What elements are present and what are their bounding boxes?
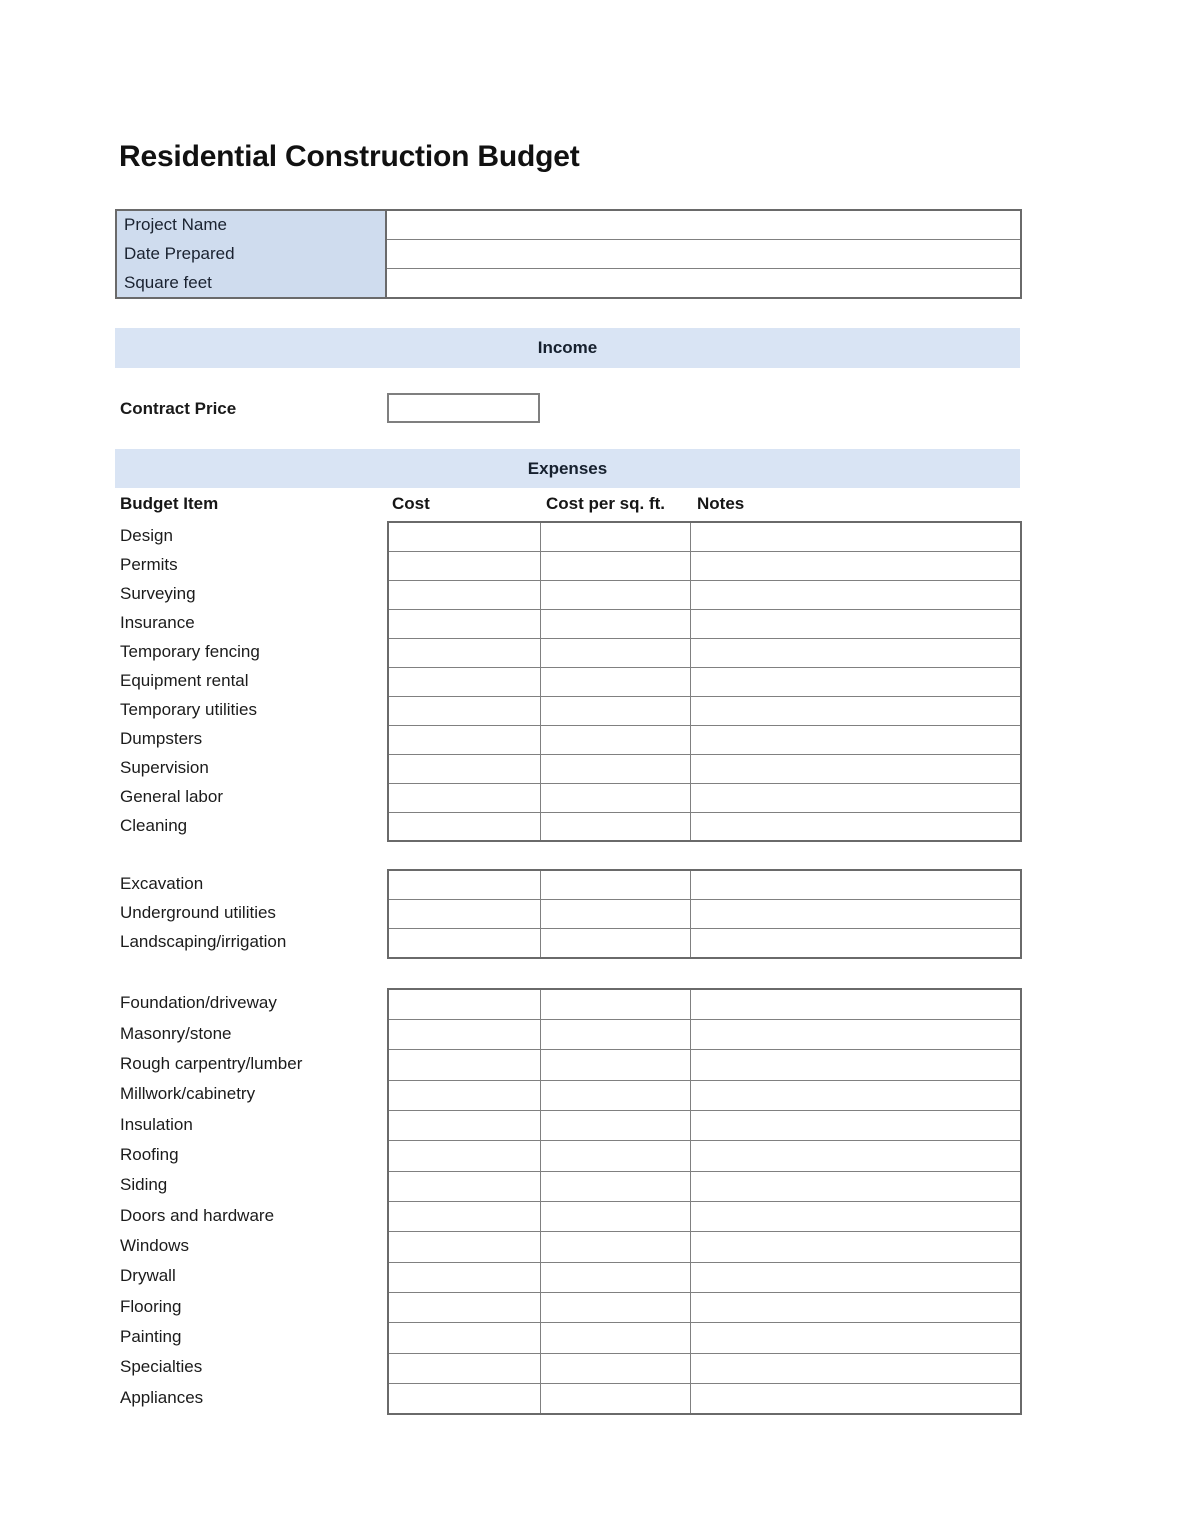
project-info-values bbox=[387, 211, 1020, 297]
expense-row bbox=[388, 522, 1021, 551]
notes-cell[interactable] bbox=[690, 1110, 1021, 1140]
cost-per-sqft-cell[interactable] bbox=[540, 1110, 690, 1140]
budget-item-label: Roofing bbox=[120, 1144, 179, 1164]
column-header-cost-per-sqft: Cost per sq. ft. bbox=[546, 494, 666, 513]
cost-per-sqft-cell[interactable] bbox=[540, 1019, 690, 1049]
expense-row bbox=[388, 1019, 1021, 1049]
expense-row bbox=[388, 783, 1021, 812]
cost-cell[interactable] bbox=[388, 667, 540, 696]
budget-item-label: Masonry/stone bbox=[120, 1023, 232, 1043]
notes-cell[interactable] bbox=[690, 667, 1021, 696]
budget-item-list-group3 bbox=[120, 988, 380, 1413]
expense-grid-group1 bbox=[387, 521, 1022, 842]
cost-cell[interactable] bbox=[388, 1262, 540, 1292]
cost-cell[interactable] bbox=[388, 522, 540, 551]
notes-cell[interactable] bbox=[690, 1141, 1021, 1171]
cost-per-sqft-cell[interactable] bbox=[540, 667, 690, 696]
cost-cell[interactable] bbox=[388, 1292, 540, 1322]
budget-item-label: Flooring bbox=[120, 1296, 182, 1316]
budget-item-label: Excavation bbox=[120, 873, 204, 893]
cost-cell[interactable] bbox=[388, 1080, 540, 1110]
cost-cell[interactable] bbox=[388, 638, 540, 667]
expense-row bbox=[388, 812, 1021, 841]
cost-per-sqft-cell[interactable] bbox=[540, 1262, 690, 1292]
cost-per-sqft-cell[interactable] bbox=[540, 812, 690, 841]
budget-item-label: Cleaning bbox=[120, 815, 188, 835]
notes-cell[interactable] bbox=[690, 580, 1021, 609]
budget-item-label: Temporary utilities bbox=[120, 699, 257, 719]
budget-item-label: Surveying bbox=[120, 583, 196, 603]
notes-cell[interactable] bbox=[690, 1262, 1021, 1292]
cost-cell[interactable] bbox=[388, 812, 540, 841]
page-title: Residential Construction Budget bbox=[119, 140, 580, 173]
expenses-section-header: Expenses bbox=[115, 449, 1020, 488]
cost-per-sqft-cell[interactable] bbox=[540, 989, 690, 1019]
expense-row bbox=[388, 1383, 1021, 1413]
cost-per-sqft-cell[interactable] bbox=[540, 870, 690, 899]
cost-per-sqft-cell[interactable] bbox=[540, 929, 690, 958]
expense-row bbox=[388, 1201, 1021, 1231]
budget-item-label: Windows bbox=[120, 1235, 189, 1255]
cost-per-sqft-cell[interactable] bbox=[540, 1080, 690, 1110]
project-info-table bbox=[115, 209, 1022, 299]
notes-cell[interactable] bbox=[690, 783, 1021, 812]
notes-cell[interactable] bbox=[690, 1383, 1021, 1413]
cost-cell[interactable] bbox=[388, 783, 540, 812]
budget-item-label: Supervision bbox=[120, 757, 209, 777]
cost-cell[interactable] bbox=[388, 899, 540, 928]
cost-per-sqft-cell[interactable] bbox=[540, 783, 690, 812]
notes-cell[interactable] bbox=[690, 1171, 1021, 1201]
budget-item-label: Rough carpentry/lumber bbox=[120, 1053, 303, 1073]
cost-cell[interactable] bbox=[388, 1141, 540, 1171]
notes-cell[interactable] bbox=[690, 1019, 1021, 1049]
expense-row bbox=[388, 551, 1021, 580]
expense-row bbox=[388, 667, 1021, 696]
budget-item-label: Permits bbox=[120, 554, 178, 574]
budget-item-label: Underground utilities bbox=[120, 902, 276, 922]
expense-row bbox=[388, 580, 1021, 609]
project-info-label: Project Name bbox=[124, 215, 227, 235]
cost-cell[interactable] bbox=[388, 551, 540, 580]
notes-cell[interactable] bbox=[690, 696, 1021, 725]
expense-row bbox=[388, 1050, 1021, 1080]
budget-item-label: Insurance bbox=[120, 612, 195, 632]
notes-cell[interactable] bbox=[690, 725, 1021, 754]
expense-row bbox=[388, 870, 1021, 899]
cost-per-sqft-cell[interactable] bbox=[540, 1232, 690, 1262]
budget-item-label: Doors and hardware bbox=[120, 1205, 275, 1225]
notes-cell[interactable] bbox=[690, 551, 1021, 580]
project-info-label: Date Prepared bbox=[124, 244, 235, 263]
project-info-labels bbox=[117, 211, 387, 297]
notes-cell[interactable] bbox=[690, 989, 1021, 1019]
cost-cell[interactable] bbox=[388, 696, 540, 725]
expense-row bbox=[388, 1353, 1021, 1383]
cost-per-sqft-cell[interactable] bbox=[540, 1292, 690, 1322]
contract-price-input[interactable] bbox=[387, 393, 540, 423]
notes-cell[interactable] bbox=[690, 929, 1021, 958]
column-header-notes: Notes bbox=[697, 494, 745, 513]
cost-cell[interactable] bbox=[388, 1323, 540, 1353]
budget-item-label: Appliances bbox=[120, 1387, 204, 1407]
project-info-value-cell[interactable] bbox=[387, 211, 1020, 240]
cost-cell[interactable] bbox=[388, 989, 540, 1019]
cost-per-sqft-cell[interactable] bbox=[540, 1201, 690, 1231]
cost-cell[interactable] bbox=[388, 754, 540, 783]
cost-per-sqft-cell[interactable] bbox=[540, 1353, 690, 1383]
cost-per-sqft-cell[interactable] bbox=[540, 1323, 690, 1353]
expense-row bbox=[388, 725, 1021, 754]
cost-per-sqft-cell[interactable] bbox=[540, 1050, 690, 1080]
expense-row bbox=[388, 609, 1021, 638]
expense-row bbox=[388, 1080, 1021, 1110]
cost-per-sqft-cell[interactable] bbox=[540, 696, 690, 725]
expense-grid-group2 bbox=[387, 869, 1022, 959]
budget-item-label: Painting bbox=[120, 1326, 182, 1346]
notes-cell[interactable] bbox=[690, 638, 1021, 667]
budget-item-label: Insulation bbox=[120, 1114, 193, 1134]
contract-price-label: Contract Price bbox=[120, 399, 237, 418]
budget-item-label: Equipment rental bbox=[120, 670, 249, 690]
cost-per-sqft-cell[interactable] bbox=[540, 754, 690, 783]
expense-row bbox=[388, 1323, 1021, 1353]
budget-item-label: Foundation/driveway bbox=[120, 993, 277, 1013]
column-header-cost: Cost bbox=[392, 494, 430, 513]
notes-cell[interactable] bbox=[690, 1080, 1021, 1110]
cost-per-sqft-cell[interactable] bbox=[540, 522, 690, 551]
notes-cell[interactable] bbox=[690, 812, 1021, 841]
expense-row bbox=[388, 1232, 1021, 1262]
expense-row bbox=[388, 1110, 1021, 1140]
cost-per-sqft-cell[interactable] bbox=[540, 609, 690, 638]
expense-row bbox=[388, 1292, 1021, 1322]
cost-cell[interactable] bbox=[388, 1019, 540, 1049]
cost-per-sqft-cell[interactable] bbox=[540, 551, 690, 580]
expense-row bbox=[388, 638, 1021, 667]
cost-per-sqft-cell[interactable] bbox=[540, 1141, 690, 1171]
budget-item-label: General labor bbox=[120, 786, 224, 806]
column-header-budget-item: Budget Item bbox=[120, 494, 219, 513]
cost-cell[interactable] bbox=[388, 929, 540, 958]
budget-item-list-group2 bbox=[120, 869, 380, 957]
cost-per-sqft-cell[interactable] bbox=[540, 1171, 690, 1201]
budget-item-label: Landscaping/irrigation bbox=[120, 932, 287, 952]
budget-item-list-group1 bbox=[120, 521, 380, 840]
cost-per-sqft-cell[interactable] bbox=[540, 638, 690, 667]
expense-row bbox=[388, 1262, 1021, 1292]
expense-grid-group3 bbox=[387, 988, 1022, 1415]
notes-cell[interactable] bbox=[690, 1292, 1021, 1322]
project-info-value-cell[interactable] bbox=[387, 240, 1020, 269]
budget-item-label: Dumpsters bbox=[120, 728, 203, 748]
notes-cell[interactable] bbox=[690, 870, 1021, 899]
cost-cell[interactable] bbox=[388, 609, 540, 638]
expense-row bbox=[388, 989, 1021, 1019]
budget-item-label: Specialties bbox=[120, 1357, 203, 1377]
cost-per-sqft-cell[interactable] bbox=[540, 580, 690, 609]
notes-cell[interactable] bbox=[690, 1323, 1021, 1353]
cost-cell[interactable] bbox=[388, 870, 540, 899]
notes-cell[interactable] bbox=[690, 609, 1021, 638]
cost-per-sqft-cell[interactable] bbox=[540, 725, 690, 754]
notes-cell[interactable] bbox=[690, 1232, 1021, 1262]
cost-cell[interactable] bbox=[388, 1110, 540, 1140]
notes-cell[interactable] bbox=[690, 1201, 1021, 1231]
expense-row bbox=[388, 1141, 1021, 1171]
notes-cell[interactable] bbox=[690, 754, 1021, 783]
expense-row bbox=[388, 1171, 1021, 1201]
expense-row bbox=[388, 754, 1021, 783]
cost-cell[interactable] bbox=[388, 1383, 540, 1413]
cost-cell[interactable] bbox=[388, 1232, 540, 1262]
expense-row bbox=[388, 696, 1021, 725]
cost-per-sqft-cell[interactable] bbox=[540, 1383, 690, 1413]
notes-cell[interactable] bbox=[690, 899, 1021, 928]
cost-cell[interactable] bbox=[388, 1050, 540, 1080]
cost-cell[interactable] bbox=[388, 1171, 540, 1201]
expense-row bbox=[388, 929, 1021, 958]
cost-cell[interactable] bbox=[388, 1353, 540, 1383]
cost-per-sqft-cell[interactable] bbox=[540, 899, 690, 928]
budget-item-label: Design bbox=[120, 525, 173, 545]
expense-row bbox=[388, 899, 1021, 928]
cost-cell[interactable] bbox=[388, 1201, 540, 1231]
budget-item-label: Millwork/cabinetry bbox=[120, 1084, 256, 1104]
project-info-label: Square feet bbox=[124, 272, 212, 292]
cost-cell[interactable] bbox=[388, 725, 540, 754]
project-info-value-cell[interactable] bbox=[387, 269, 1020, 297]
notes-cell[interactable] bbox=[690, 1353, 1021, 1383]
notes-cell[interactable] bbox=[690, 522, 1021, 551]
income-section-header: Income bbox=[115, 328, 1020, 368]
expenses-column-headers bbox=[0, 494, 1100, 518]
cost-cell[interactable] bbox=[388, 580, 540, 609]
notes-cell[interactable] bbox=[690, 1050, 1021, 1080]
budget-item-label: Drywall bbox=[120, 1266, 176, 1286]
budget-item-label: Temporary fencing bbox=[120, 641, 260, 661]
budget-item-label: Siding bbox=[120, 1175, 168, 1195]
